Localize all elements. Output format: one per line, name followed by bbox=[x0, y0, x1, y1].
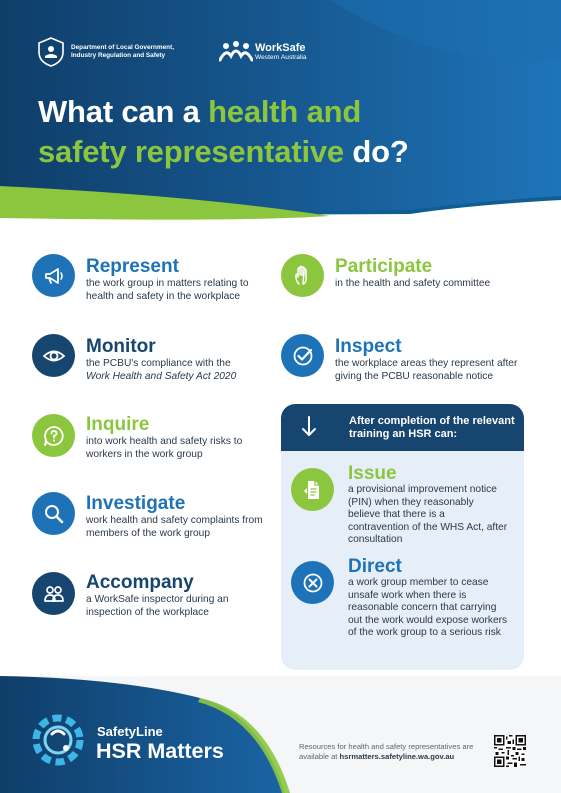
investigate-description: work health and safety complaints from members of the work group bbox=[86, 515, 263, 539]
monitor-description bbox=[86, 358, 276, 383]
worksafe-name: WorkSafe bbox=[255, 41, 306, 54]
title-highlight-2: safety representative bbox=[38, 134, 344, 169]
stop-x-icon bbox=[301, 571, 325, 595]
resources-note bbox=[299, 742, 489, 762]
participate-description: in the health and safety committee bbox=[335, 278, 491, 289]
worksafe-people-icon bbox=[219, 40, 253, 64]
megaphone-icon bbox=[42, 264, 66, 288]
inquire-icon-badge bbox=[32, 414, 75, 457]
participate-title: Participate bbox=[335, 256, 433, 277]
title-part-2: do? bbox=[343, 134, 409, 169]
title-highlight-1: health and bbox=[208, 94, 362, 129]
inquire-description: into work health and safety risks to workers in the work group bbox=[86, 436, 243, 460]
participate-icon-badge bbox=[281, 254, 324, 297]
represent-description: the work group in matters relating to health and safety in the workplace bbox=[86, 278, 249, 302]
worksafe-subtitle: Western Australia bbox=[255, 53, 307, 61]
document-icon bbox=[301, 478, 325, 502]
monitor-icon-badge bbox=[32, 334, 75, 377]
title-part-1: What can a bbox=[38, 94, 209, 129]
people-icon bbox=[42, 582, 66, 606]
direct-description: a work group member to cease unsafe work when there is reasonable concern that carrying out the work would expose workers of the work group to a serious risk bbox=[348, 577, 508, 639]
arrow-down-icon bbox=[301, 416, 317, 438]
safetyline-brand: SafetyLine bbox=[97, 724, 163, 739]
issue-description: a provisional improvement notice (PIN) when they reasonably believe that there is a contravention of the WHS Act, after consultation bbox=[348, 484, 508, 546]
inspect-title: Inspect bbox=[335, 336, 402, 357]
question-bubble-icon bbox=[42, 424, 66, 448]
investigate-icon-badge bbox=[32, 492, 75, 535]
issue-icon-badge bbox=[291, 468, 334, 511]
check-circle-icon bbox=[291, 344, 315, 368]
resources-link[interactable]: hsrmatters.safetyline.wa.gov.au bbox=[339, 752, 455, 761]
wa-crest-icon bbox=[36, 36, 66, 68]
header-banner bbox=[0, 0, 561, 232]
magnifier-icon bbox=[42, 502, 66, 526]
direct-title: Direct bbox=[348, 556, 402, 577]
represent-icon-badge bbox=[32, 254, 75, 297]
safetyline-gear-logo bbox=[26, 708, 90, 772]
accompany-description: a WorkSafe inspector during an inspection of the workplace bbox=[86, 594, 229, 618]
training-panel-heading: After completion of the relevant training an HSR can: bbox=[349, 415, 515, 440]
qr-code[interactable] bbox=[494, 735, 526, 767]
page-title bbox=[38, 92, 518, 172]
accompany-icon-badge bbox=[32, 572, 75, 615]
resources-text: Resources for health and safety representatives are available at bbox=[299, 742, 474, 761]
inspect-icon-badge bbox=[281, 334, 324, 377]
accompany-title: Accompany bbox=[86, 572, 194, 593]
monitor-act-name: Work Health and Safety Act 2020 bbox=[86, 370, 237, 382]
government-logo-text: Department of Local Government, Industry Regulation and Safety bbox=[71, 44, 174, 59]
monitor-desc-text: the PCBU's compliance with the bbox=[86, 358, 231, 369]
raised-hand-icon bbox=[291, 264, 315, 288]
represent-title: Represent bbox=[86, 256, 179, 277]
monitor-title: Monitor bbox=[86, 336, 156, 357]
inquire-title: Inquire bbox=[86, 414, 150, 435]
direct-icon-badge bbox=[291, 561, 334, 604]
worksafe-logo bbox=[219, 40, 307, 64]
eye-icon bbox=[42, 344, 66, 368]
government-logo bbox=[36, 36, 191, 68]
training-panel-header bbox=[281, 404, 524, 451]
investigate-title: Investigate bbox=[86, 493, 186, 514]
hsr-matters-brand: HSR Matters bbox=[96, 739, 224, 763]
inspect-description: the workplace areas they represent after giving the PCBU reasonable notice bbox=[335, 358, 518, 382]
issue-title: Issue bbox=[348, 463, 397, 484]
